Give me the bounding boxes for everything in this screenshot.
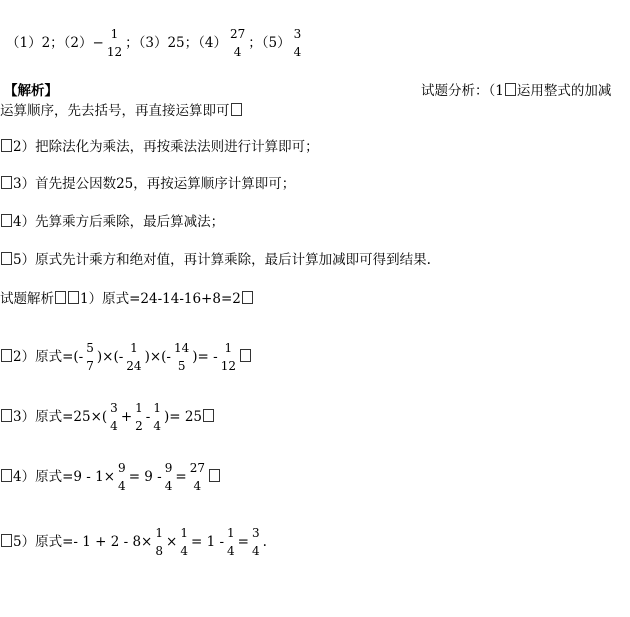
analysis-heading: 【解析】 (4, 83, 58, 99)
fraction: 1 8 (155, 526, 164, 558)
analysis-line-1: 运算顺序，先去括号，再直接运算即可 (0, 103, 243, 119)
answer-part: ；（3）25；（4） (125, 35, 227, 51)
answer-line (6, 28, 304, 59)
fraction: 1 12 (220, 341, 236, 373)
missing-glyph-box (240, 349, 251, 362)
analysis-line-5: 5）原式先计乘方和绝对值，再计算乘除，最后计算加减即可得到结果. (0, 252, 431, 268)
analysis-line-2: 2）把除法化为乘法，再按乘法法则进行计算即可； (0, 139, 319, 155)
fraction: 3 4 (251, 526, 260, 558)
solution-line-3: 3）原式=25×( 3 4 + 1 2 - 1 4 )= 25 (0, 402, 215, 433)
fraction: 3 4 (293, 27, 302, 59)
missing-glyph-box (505, 83, 516, 96)
missing-glyph-box (1, 534, 12, 547)
fraction: 3 4 (110, 401, 118, 433)
missing-glyph-box (209, 469, 220, 482)
missing-glyph-box (68, 291, 79, 304)
analysis-line-4: 4）先算乘方后乘除，最后算减法； (0, 214, 224, 230)
analysis-intro: 试题分析：（1 运用整式的加减 (421, 83, 612, 99)
missing-glyph-box (1, 214, 12, 227)
missing-glyph-box (203, 409, 214, 422)
fraction: 14 5 (174, 341, 190, 373)
missing-glyph-box (1, 349, 12, 362)
fraction: 5 7 (86, 341, 94, 373)
minus-sign: − (92, 35, 104, 51)
solution-line-4: 4）原式=9 - 1× 9 4 = 9 - 9 4 = 27 4 (0, 462, 221, 493)
answer-part: （1）2；（2） (6, 35, 93, 51)
missing-glyph-box (1, 176, 12, 189)
missing-glyph-box (1, 469, 12, 482)
fraction: 1 4 (180, 526, 188, 558)
fraction: 27 4 (189, 461, 205, 493)
missing-glyph-box (242, 291, 253, 304)
fraction: 9 4 (164, 461, 173, 493)
missing-glyph-box (1, 139, 12, 152)
missing-glyph-box (1, 252, 12, 265)
fraction: 9 4 (118, 461, 126, 493)
analysis-line-3: 3）首先提公因数25，再按运算顺序计算即可； (0, 176, 295, 192)
missing-glyph-box (231, 103, 242, 116)
fraction: 1 4 (227, 526, 235, 558)
fraction: 1 4 (153, 401, 161, 433)
answer-part: ；（5） (248, 35, 291, 51)
solution-line-2: 2）原式=(- 5 7 )×(- 1 24 )×(- 14 5 )= - 1 12 (0, 342, 252, 373)
fraction: 1 24 (126, 341, 142, 373)
solution-line-5: 5）原式=- 1 + 2 - 8× 1 8 × 1 4 = 1 - 1 4 = 3 4 . (0, 527, 267, 558)
fraction: 1 2 (135, 401, 143, 433)
missing-glyph-box (55, 291, 66, 304)
solution-line-1: 试题解析 1）原式=24-14-16+8=2 (0, 291, 254, 307)
fraction: 1 12 (106, 27, 123, 59)
fraction: 27 4 (229, 27, 246, 59)
missing-glyph-box (1, 409, 12, 422)
